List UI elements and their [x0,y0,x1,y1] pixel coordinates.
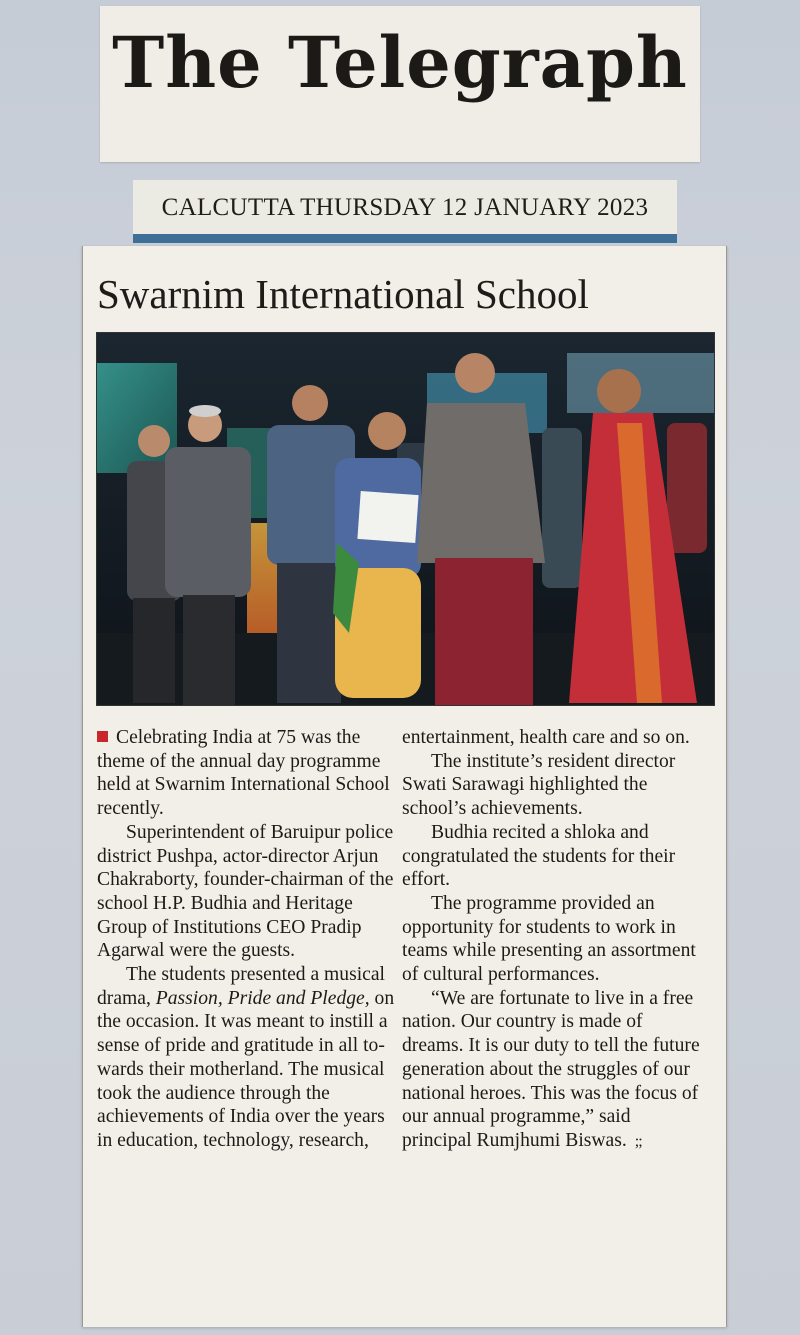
red-square-bullet-icon [97,731,108,742]
paragraph-6: Budhia recited a shloka and congratulated the students for their effort. [402,821,676,891]
paragraph-1: Celebrating India at 75 was the theme of the annual day programme held at Swarnim International School recently. [97,727,390,820]
masthead-title: The Telegraph [112,21,688,104]
article-headline: Swarnim International School [97,271,589,317]
dateline-text: CALCUTTA THURSDAY 12 JANUARY 2023 [161,194,649,221]
paragraph-8: “We are fortunate to live in a free nation. Our country is made of dreams. It is our duty to tell the future generation about the struggles of our national heroes. This was the focus of our annual programme,” said principal Rumjhumi Biswas. ;; [402,987,700,1151]
end-mark: ;; [634,1132,642,1150]
article-column-1 [97,726,397,1153]
dateline [133,180,677,234]
article-photo [96,332,715,706]
paragraph-5: The institute’s resident director Swati Sarawagi highlighted the school’s achievements. [402,750,676,820]
paragraph-7: The programme provided an opportunity for students to work in teams while presenting an assortment of cultural performances. [402,892,696,986]
article-column-2 [402,726,702,1154]
photo-illustration [97,333,714,705]
paragraph-2: Superintendent of Baruipur police district Pushpa, actor-director Arjun Chakraborty, founder-chairman of the school H.P. Budhia and Heritage Group of Institutions CEO Pradip Agarwal were the guests. [97,821,394,962]
paragraph-4: entertainment, health care and so on. [402,727,690,748]
dateline-rule [133,234,677,243]
paragraph-3: The students presented a musical drama, Passion, Pride and Pledge, on the occasion. It was meant to instill a sense of pride and gratitude in all towards their motherland. The musical took the audience through the achievements of India over the years in education, technology, research, [97,964,395,1151]
masthead [100,6,700,162]
article-clipping [82,246,727,1327]
